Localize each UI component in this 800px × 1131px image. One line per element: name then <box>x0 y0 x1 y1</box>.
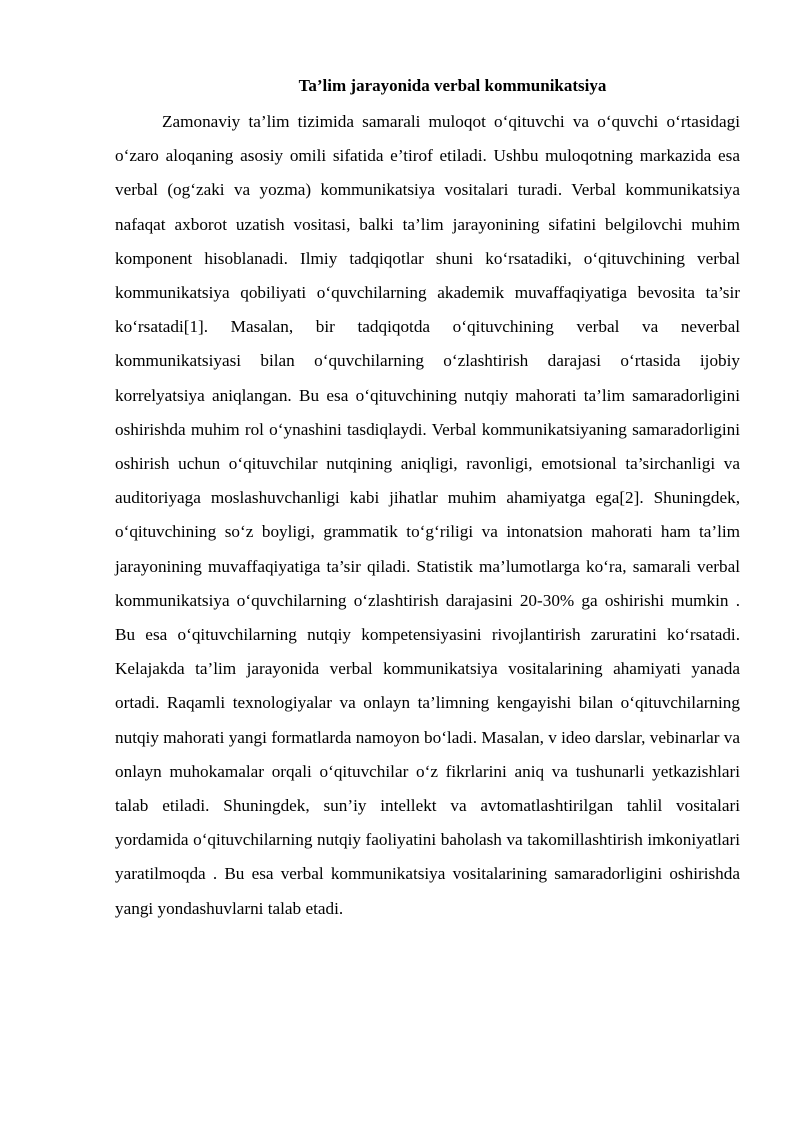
body-paragraph: Zamonaviy ta’lim tizimida samarali muloqot o‘qituvchi va o‘quvchi o‘rtasidagi o‘zaro aloqaning asosiy omili sifatida e’tirof etiladi. Ushbu muloqotning markazida esa verbal (og‘zaki va yozma) kommunikatsiya vositalari turadi. Verbal kommunikatsiya nafaqat axborot uzatish vositasi, balki ta’lim jarayonining sifatini belgilovchi muhim komponent hisoblanadi. Ilmiy tadqiqotlar shuni ko‘rsatadiki, o‘qituvchining verbal kommunikatsiya qobiliyati o‘quvchilarning akademik muvaffaqiyatiga bevosita ta’sir ko‘rsatadi[1]. Masalan, bir tadqiqotda o‘qituvchining verbal va neverbal kommunikatsiyasi bilan o‘quvchilarning o‘zlashtirish darajasi o‘rtasida ijobiy korrelyatsiya aniqlangan. Bu esa o‘qituvchining nutqiy mahorati ta’lim samaradorligini oshirishda muhim rol o‘ynashini tasdiqlaydi. Verbal kommunikatsiyaning samaradorligini oshirish uchun o‘qituvchilar nutqining aniqligi, ravonligi, emotsional ta’sirchanligi va auditoriyaga moslashuvchanligi kabi jihatlar muhim ahamiyatga ega[2]. Shuningdek, o‘qituvchining so‘z boyligi, grammatik to‘g‘riligi va intonatsion mahorati ham ta’lim jarayonining muvaffaqiyatiga ta’sir qiladi. Statistik ma’lumotlarga ko‘ra, samarali verbal kommunikatsiya o‘quvchilarning o‘zlashtirish darajasini 20-30% ga oshirishi mumkin . Bu esa o‘qituvchilarning nutqiy kompetensiyasini rivojlantirish zaruratini ko‘rsatadi. Kelajakda ta’lim jarayonida verbal kommunikatsiya vositalarining ahamiyati yanada ortadi. Raqamli texnologiyalar va onlayn ta’limning kengayishi bilan o‘qituvchilarning nutqiy mahorati yangi formatlarda namoyon bo‘ladi. Masalan, v ideo darslar, vebinarlar va onlayn muhokamalar orqali o‘qituvchilar o‘z fikrlarini aniq va tushunarli yetkazishlari talab etiladi. Shuningdek, sun’iy intellekt va avtomatlashtirilgan tahlil vositalari yordamida o‘qituvchilarning nutqiy faoliyatini baholash va takomillashtirish imkoniyatlari yaratilmoqda . Bu esa verbal kommunikatsiya vositalarining samaradorligini oshirishda yangi yondashuvlarni talab etadi. <box>115 112 740 918</box>
document-title: Ta’lim jarayonida verbal kommunikatsiya <box>298 76 607 95</box>
